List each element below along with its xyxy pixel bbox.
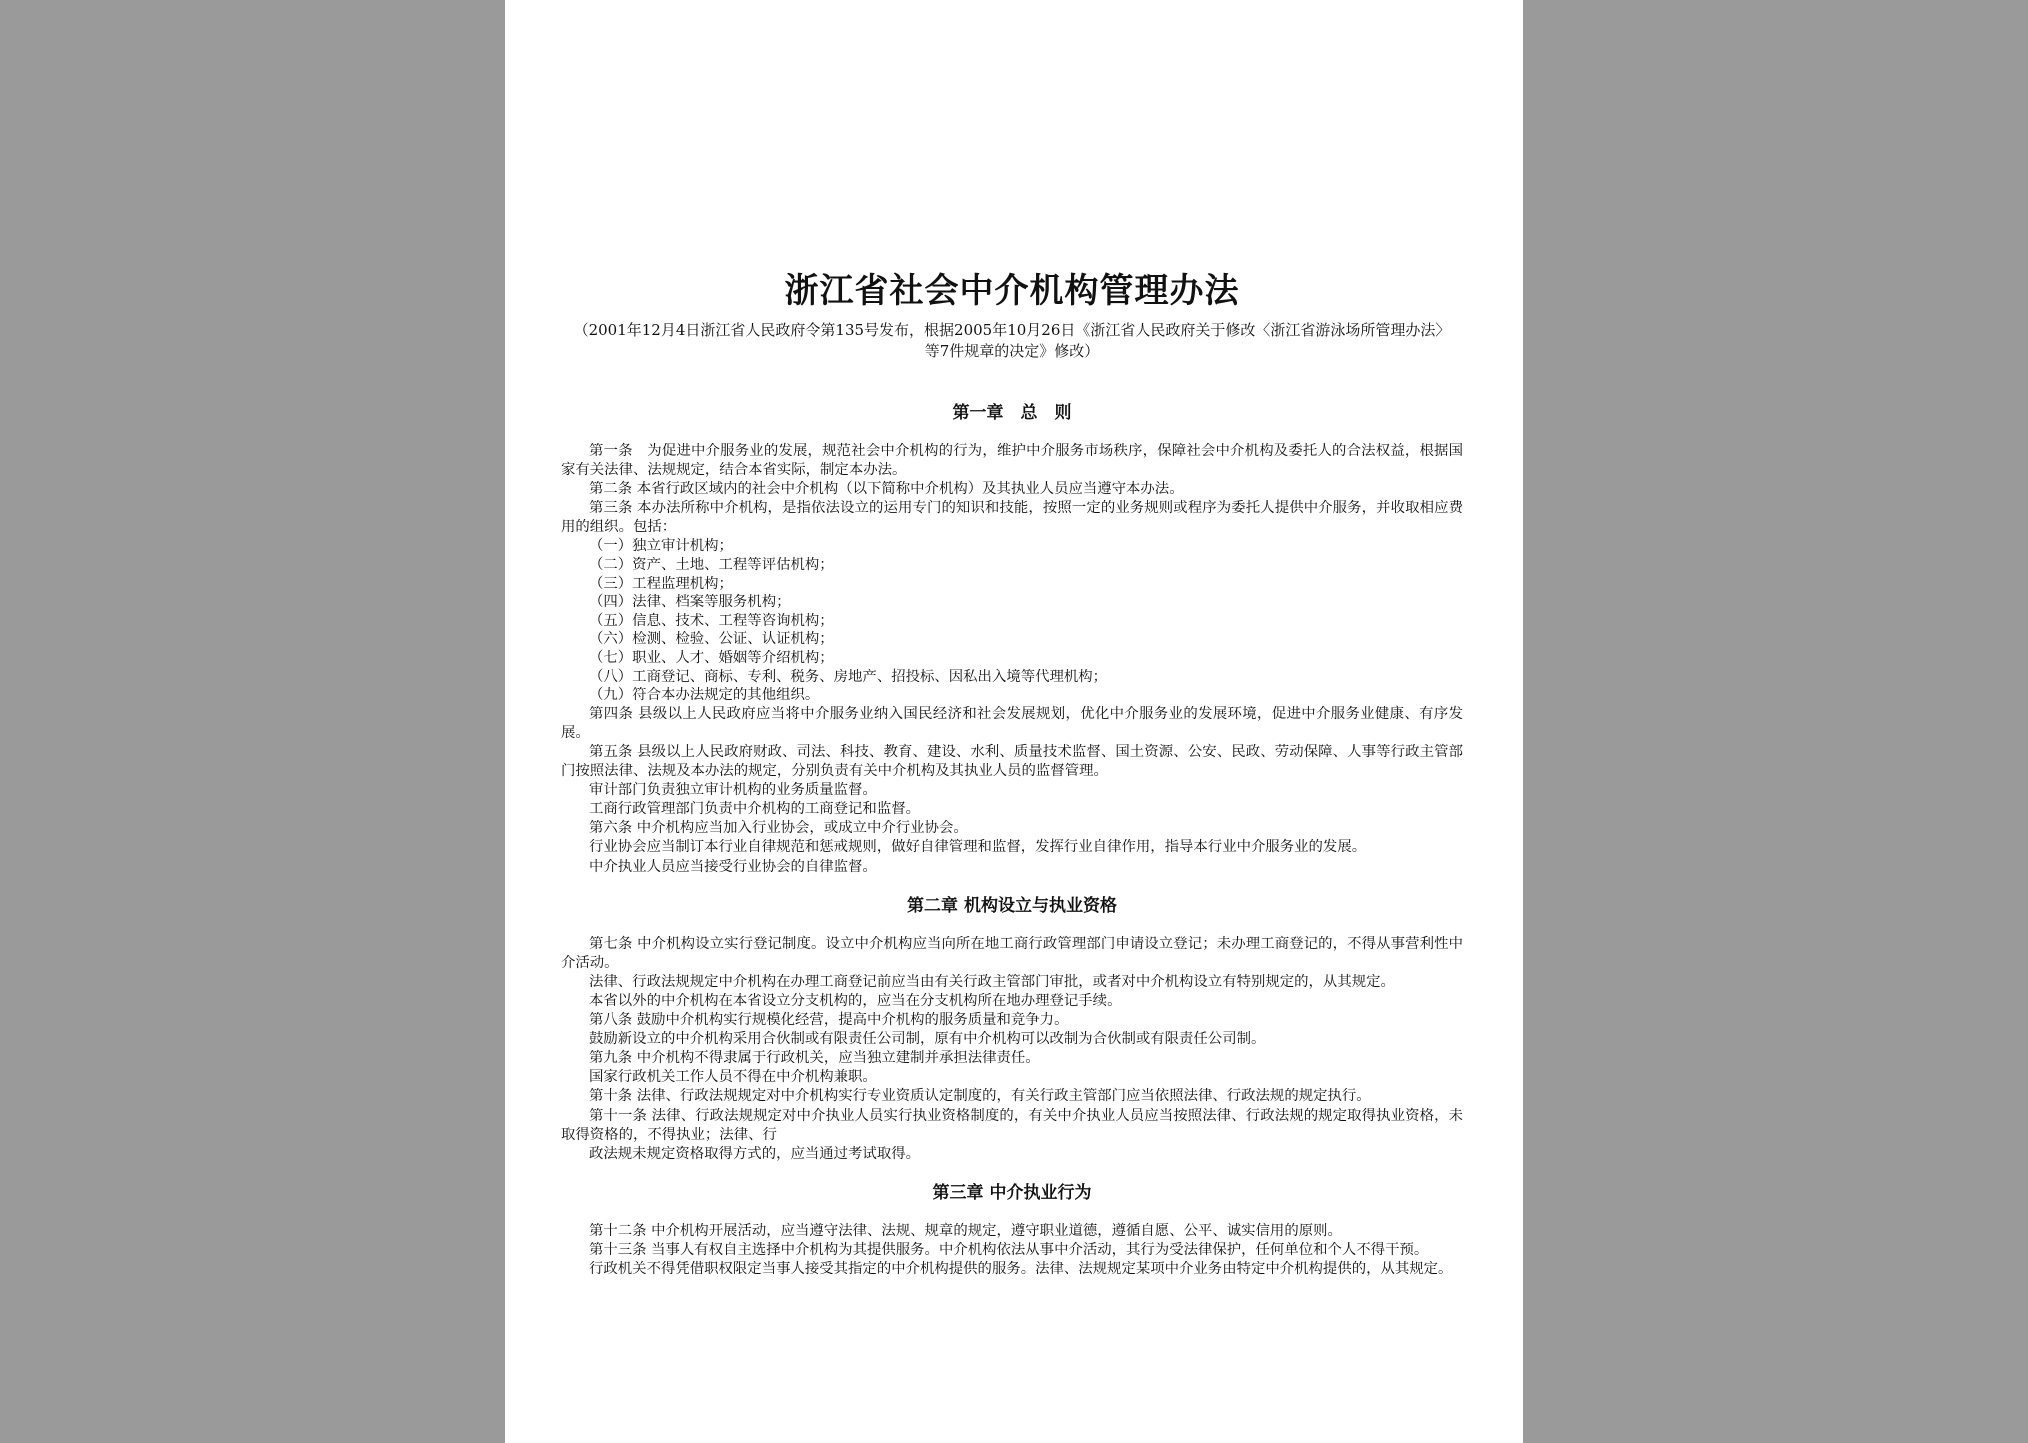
document-subtitle: （2001年12月4日浙江省人民政府令第135号发布，根据2005年10月26日《浙江省人民政府关于修改〈浙江省游泳场所管理办法〉等7件规章的决定》修改） [573,321,1451,360]
document-title: 浙江省社会中介机构管理办法 [784,271,1240,311]
list-item: （二）资产、土地、工程等评估机构； [589,557,834,574]
article-paragraph: 审计部门负责独立审计机构的业务质量监督。 [589,782,877,799]
article-paragraph: 第九条 中介机构不得隶属于行政机关，应当独立建制并承担法律责任。 [589,1050,1040,1067]
article-paragraph: 第四条 县级以上人民政府应当将中介服务业纳入国民经济和社会发展规划，优化中介服务业的发展环境，促进中介服务业健康、有序发展。 [561,705,1463,741]
article-paragraph: 法律、行政法规规定中介机构在办理工商登记前应当由有关行政主管部门审批，或者对中介机构设立有特别规定的，从其规定。 [589,973,1395,990]
article-paragraph: 第十条 法律、行政法规规定对中介机构实行专业资质认定制度的，有关行政主管部门应当依照法律、行政法规的规定执行。 [589,1088,1371,1105]
list-item: （三）工程监理机构； [589,575,733,592]
article-paragraph: 第三条 本办法所称中介机构，是指依法设立的运用专门的知识和技能，按照一定的业务规则或程序为委托人提供中介服务，并收取相应费用的组织。包括： [561,500,1463,536]
article-paragraph: 本省以外的中介机构在本省设立分支机构的，应当在分支机构所在地办理登记手续。 [589,992,1122,1009]
list-item: （五）信息、技术、工程等咨询机构； [589,612,834,629]
article-paragraph: 工商行政管理部门负责中介机构的工商登记和监督。 [589,801,920,818]
article-paragraph: 第二条 本省行政区域内的社会中介机构（以下简称中介机构）及其执业人员应当遵守本办法。 [589,481,1184,498]
chapter-3-heading: 第三章 中介执业行为 [932,1182,1092,1203]
article-paragraph: 第五条 县级以上人民政府财政、司法、科技、教育、建设、水利、质量技术监督、国土资源、公安、民政、劳动保障、人事等行政主管部门按照法律、法规及本办法的规定，分别负责有关中介机构及其执业人员的监督管理。 [561,744,1463,780]
article-paragraph: 第一条 为促进中介服务业的发展，规范社会中介机构的行为，维护中介服务市场秩序，保障社会中介机构及委托人的合法权益，根据国家有关法律、法规规定，结合本省实际，制定本办法。 [561,443,1463,479]
chapter-1-heading: 第一章 总 则 [952,403,1072,423]
list-item: （七）职业、人才、婚姻等介绍机构； [589,650,834,667]
article-paragraph: 中介执业人员应当接受行业协会的自律监督。 [589,858,877,875]
article-paragraph: 第七条 中介机构设立实行登记制度。设立中介机构应当向所在地工商行政管理部门申请设立登记；未办理工商登记的，不得从事营利性中介活动。 [561,935,1463,971]
article-paragraph: 第十一条 法律、行政法规规定对中介执业人员实行执业资格制度的，有关中介执业人员应当按照法律、行政法规的规定取得执业资格，未取得资格的，不得执业；法律、行 [561,1107,1463,1143]
chapter-2-body [561,935,1463,1164]
document-page [505,0,1523,1443]
chapter-3-body [561,1222,1463,1279]
article-paragraph: 第十二条 中介机构开展活动，应当遵守法律、法规、规章的规定，遵守职业道德，遵循自愿、公平、诚实信用的原则。 [589,1222,1342,1239]
article-paragraph: 第十三条 当事人有权自主选择中介机构为其提供服务。中介机构依法从事中介活动，其行为受法律保护，任何单位和个人不得干预。 [589,1241,1429,1258]
list-item: （六）检测、检验、公证、认证机构； [589,631,834,648]
list-item: （九）符合本办法规定的其他组织。 [589,687,820,704]
article-paragraph: 行政机关不得凭借职权限定当事人接受其指定的中介机构提供的服务。法律、法规规定某项中介业务由特定中介机构提供的，从其规定。 [589,1260,1453,1277]
article-paragraph: 鼓励新设立的中介机构采用合伙制或有限责任公司制，原有中介机构可以改制为合伙制或有限责任公司制。 [589,1031,1266,1048]
article-paragraph: 第六条 中介机构应当加入行业协会，或成立中介行业协会。 [589,820,968,837]
article-paragraph: 政法规未规定资格取得方式的，应当通过考试取得。 [589,1145,920,1162]
article-paragraph: 行业协会应当制订本行业自律规范和惩戒规则，做好自律管理和监督，发挥行业自律作用，指导本行业中介服务业的发展。 [589,839,1367,856]
chapter-1-body [561,442,1463,877]
list-item: （八）工商登记、商标、专利、税务、房地产、招投标、因私出入境等代理机构； [589,668,1108,685]
article-paragraph: 国家行政机关工作人员不得在中介机构兼职。 [589,1069,877,1086]
chapter-2-heading: 第二章 机构设立与执业资格 [907,895,1117,916]
list-item: （一）独立审计机构； [589,538,733,555]
list-item: （四）法律、档案等服务机构； [589,594,791,611]
article-paragraph: 第八条 鼓励中介机构实行规模化经营，提高中介机构的服务质量和竞争力。 [589,1012,1069,1029]
